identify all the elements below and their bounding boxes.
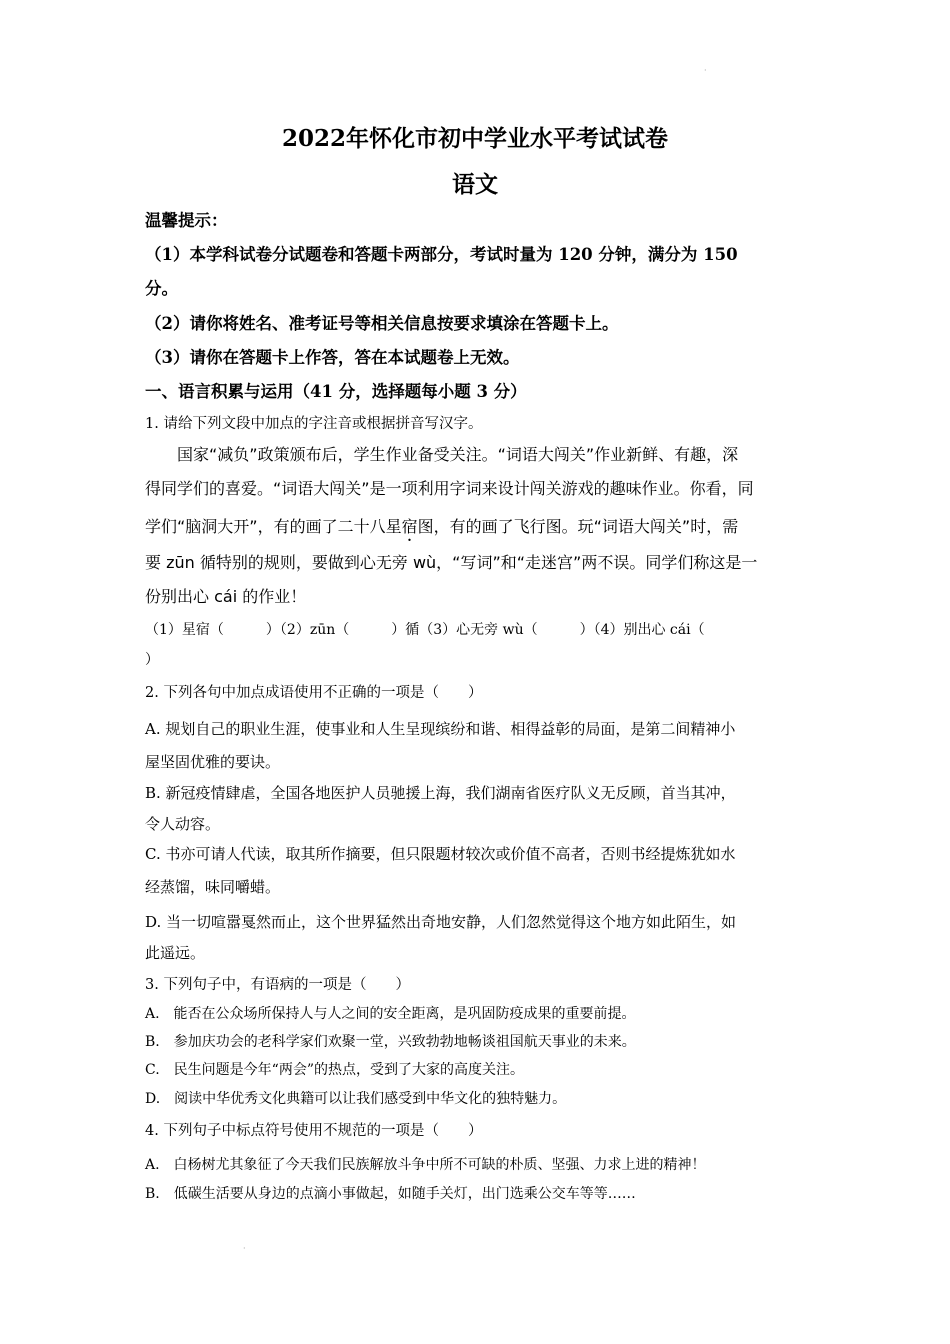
q1-paragraph-text: 图，有的画了飞行图。玩“词语大闯关”时，需 [417,517,739,536]
q1-paragraph-line: 国家“减负”政策颁布后，学生作业备受关注。“词语大闯关”作业新鲜、有趣，深 [177,445,739,464]
notice-item-1: （1）本学科试卷分试题卷和答题卡两部分，考试时量为 120 分钟，满分为 150 [145,245,738,264]
q1-paragraph-line: 份别出心 cái 的作业！ [145,587,307,606]
scan-dot: · [243,1244,246,1253]
exam-title: 2022年怀化市初中学业水平考试试卷 [281,125,668,152]
q1-answer-blanks-cont: ） [145,652,159,668]
q2-stem: 2. 下列各句中加点成语使用不正确的一项是（ ） [145,685,483,701]
q1-paragraph-line: 要 zūn 循特别的规则，要做到心无旁 wù，“写词”和“走迷宫”两不误。同学们称这是一 [145,553,758,572]
q2-option-c: C. 书亦可请人代读，取其所作摘要，但只限题材较次或价值不高者，否则书经提炼犹如水 [145,845,736,863]
q3-option-d: D. 阅读中华优秀文化典籍可以让我们感受到中华文化的独特魅力。 [145,1091,567,1107]
section-heading: 一、语言积累与运用（41 分，选择题每小题 3 分） [145,382,527,401]
q2-option-d: D. 当一切喧嚣戛然而止，这个世界猛然出奇地安静，人们忽然觉得这个地方如此陌生，如 [145,913,737,931]
q3-option-a: A. 能否在公众场所保持人与人之间的安全距离，是巩固防疫成果的重要前提。 [145,1006,636,1022]
q2-option-c-cont: 经蒸馏，味同嚼蜡。 [145,878,281,896]
q4-option-a: A. 白杨树尤其象征了今天我们民族解放斗争中所不可缺的朴质、坚强、力求上进的精神！ [145,1157,706,1173]
q1-answer-blanks: （1）星宿（ ）（2）zūn（ ）循（3）心无旁 wù（ ）（4）别出心 cái（ [145,622,705,638]
q4-option-b: B. 低碳生活要从身边的点滴小事做起，如随手关灯，出门选乘公交车等等…… [145,1186,636,1202]
exam-subject: 语文 [452,171,498,198]
q3-option-b: B. 参加庆功会的老科学家们欢聚一堂，兴致勃勃地畅谈祖国航天事业的未来。 [145,1034,636,1050]
q2-option-d-cont: 此遥远。 [145,944,206,962]
q1-paragraph-line: 得同学们的喜爱。“词语大闯关”是一项利用字词来设计闯关游戏的趣味作业。你看，同 [145,479,754,498]
q2-option-b: B. 新冠疫情肆虐，全国各地医护人员驰援上海，我们湖南省医疗队义无反顾，首当其冲， [145,784,736,802]
notice-item-1-cont: 分。 [145,279,178,298]
q3-stem: 3. 下列句子中，有语病的一项是（ ） [145,977,410,993]
notice-heading: 温馨提示： [145,211,228,230]
dotted-char: 宿 [401,517,418,536]
q3-option-c: C. 民生问题是今年“两会”的热点，受到了大家的高度关注。 [145,1062,524,1078]
q2-option-a-cont: 屋坚固优雅的要诀。 [145,753,281,771]
notice-item-2: （2）请你将姓名、准考证号等相关信息按要求填涂在答题卡上。 [145,314,619,333]
q2-option-b-cont: 令人动容。 [145,815,221,833]
q1-paragraph-line [145,514,738,545]
q1-stem: 1. 请给下列文段中加点的字注音或根据拼音写汉字。 [145,416,483,432]
scan-dot: · [704,66,707,75]
q1-paragraph-text: 学们“脑洞大开”，有的画了二十八星 [145,517,402,536]
q4-stem: 4. 下列句子中标点符号使用不规范的一项是（ ） [145,1123,483,1139]
notice-item-3: （3）请你在答题卡上作答，答在本试题卷上无效。 [145,348,520,367]
q2-option-a: A. 规划自己的职业生涯，使事业和人生呈现缤纷和谐、相得益彰的局面，是第二间精神小 [145,720,736,738]
